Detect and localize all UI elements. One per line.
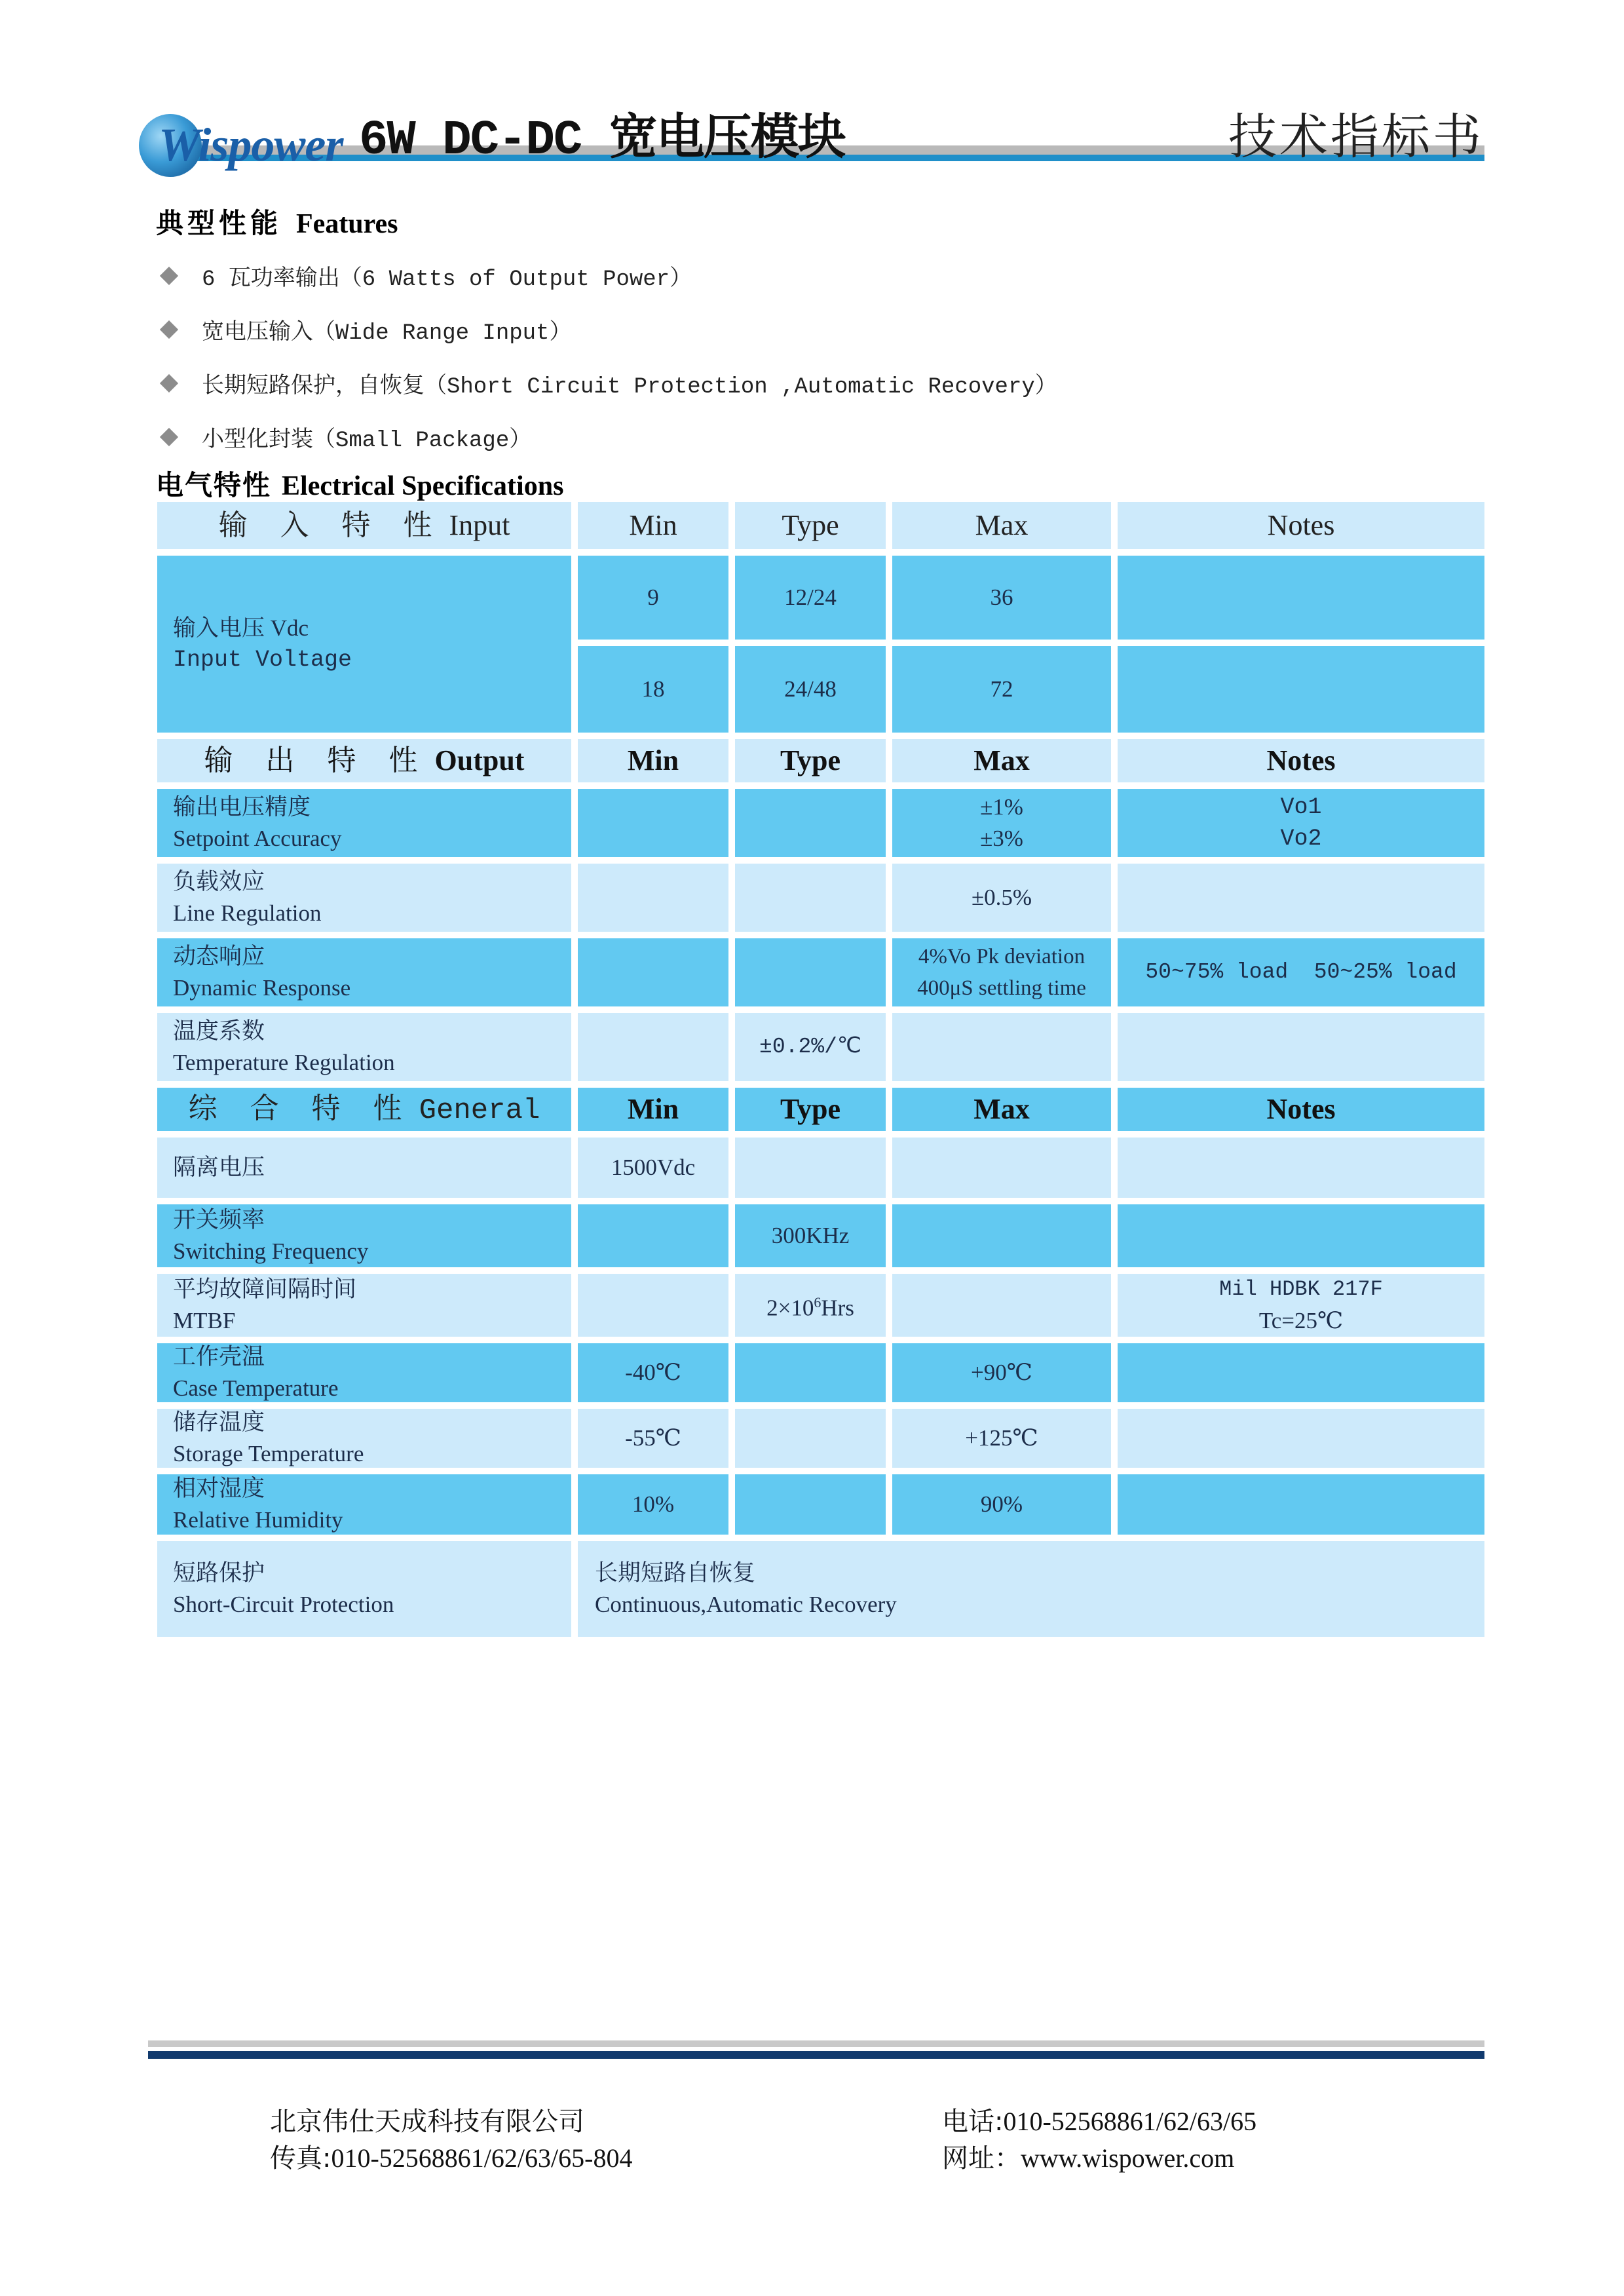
input-header-max: Max bbox=[892, 502, 1111, 549]
output-header-type: Type bbox=[735, 739, 886, 782]
mtbf-type-unit: Hrs bbox=[821, 1295, 854, 1321]
isolation-voltage-label bbox=[157, 1138, 571, 1198]
switching-frequency-cn: 开关频率 bbox=[173, 1207, 265, 1233]
line-regulation-cn: 负载效应 bbox=[173, 869, 265, 894]
line-regulation-type bbox=[735, 864, 886, 932]
footer-fax bbox=[270, 2137, 632, 2175]
relative-humidity-en: Relative Humidity bbox=[173, 1507, 343, 1533]
line-regulation-max: ±0.5% bbox=[892, 864, 1111, 932]
phone-label: 电话: bbox=[942, 2107, 1004, 2137]
setpoint-accuracy-notes2: Vo2 bbox=[1280, 826, 1322, 852]
general-header-cn: 综 合 特 性 bbox=[188, 1091, 414, 1125]
output-header-label bbox=[157, 739, 571, 782]
fax-label: 传真: bbox=[270, 2143, 331, 2173]
mtbf-type bbox=[735, 1274, 886, 1337]
input-row2-min: 18 bbox=[578, 646, 728, 733]
diamond-bullet-icon bbox=[160, 428, 178, 446]
input-header-en: Input bbox=[449, 509, 510, 541]
temperature-regulation-en: Temperature Regulation bbox=[173, 1050, 395, 1075]
storage-temperature-en: Storage Temperature bbox=[173, 1441, 364, 1466]
phone-number: 010-52568861/62/63/65 bbox=[1003, 2107, 1257, 2136]
general-header-min: Min bbox=[578, 1088, 728, 1131]
document-title bbox=[359, 98, 845, 168]
diamond-bullet-icon bbox=[160, 267, 178, 285]
output-header-max: Max bbox=[892, 739, 1111, 782]
diamond-bullet-icon bbox=[160, 320, 178, 339]
setpoint-accuracy-type bbox=[735, 789, 886, 857]
input-header-min: Min bbox=[578, 502, 728, 549]
input-header-cn: 输 入 特 性 bbox=[218, 508, 444, 542]
relative-humidity-type bbox=[735, 1474, 886, 1535]
general-header-max: Max bbox=[892, 1088, 1111, 1131]
dynamic-response-cn: 动态响应 bbox=[173, 944, 265, 969]
isolation-voltage-cn: 隔离电压 bbox=[173, 1155, 265, 1180]
output-header-min: Min bbox=[578, 739, 728, 782]
feature-item bbox=[159, 259, 692, 292]
mtbf-max bbox=[892, 1274, 1111, 1337]
specs-heading-en: Electrical Specifications bbox=[282, 471, 564, 501]
mtbf-min bbox=[578, 1274, 728, 1337]
isolation-voltage-type bbox=[735, 1138, 886, 1198]
mtbf-cn: 平均故障间隔时间 bbox=[173, 1276, 357, 1302]
output-header-notes: Notes bbox=[1118, 739, 1484, 782]
dynamic-response-max bbox=[892, 938, 1111, 1006]
mtbf-label bbox=[157, 1274, 571, 1337]
footer-rule-blue bbox=[148, 2051, 1484, 2059]
line-regulation-label bbox=[157, 864, 571, 932]
dynamic-response-en: Dynamic Response bbox=[173, 975, 351, 1001]
short-circuit-en: Short-Circuit Protection bbox=[173, 1592, 394, 1617]
input-row2-max: 72 bbox=[892, 646, 1111, 733]
mtbf-notes bbox=[1118, 1274, 1484, 1337]
setpoint-accuracy-max bbox=[892, 789, 1111, 857]
general-header-notes: Notes bbox=[1118, 1088, 1484, 1131]
mtbf-notes1: Mil HDBK 217F bbox=[1219, 1277, 1383, 1301]
feature-text: 小型化封装（Small Package） bbox=[202, 429, 532, 453]
specs-heading bbox=[156, 464, 563, 503]
features-heading-cn: 典型性能 bbox=[156, 207, 282, 239]
dynamic-response-max1: 4%Vo Pk deviation bbox=[918, 945, 1086, 968]
setpoint-accuracy-notes bbox=[1118, 789, 1484, 857]
switching-frequency-en: Switching Frequency bbox=[173, 1238, 369, 1264]
line-regulation-min bbox=[578, 864, 728, 932]
features-heading bbox=[156, 202, 398, 241]
input-voltage-cn: 输入电压 Vdc bbox=[173, 615, 309, 641]
general-header-label bbox=[157, 1088, 571, 1131]
input-row2-notes bbox=[1118, 646, 1484, 733]
storage-temperature-label bbox=[157, 1409, 571, 1468]
general-header-type: Type bbox=[735, 1088, 886, 1131]
case-temperature-label bbox=[157, 1343, 571, 1402]
switching-frequency-max bbox=[892, 1204, 1111, 1267]
output-header-en: Output bbox=[434, 744, 525, 776]
setpoint-accuracy-notes1: Vo1 bbox=[1280, 794, 1322, 820]
isolation-voltage-min: 1500Vdc bbox=[578, 1138, 728, 1198]
setpoint-accuracy-max2: ±3% bbox=[980, 826, 1023, 851]
relative-humidity-notes bbox=[1118, 1474, 1484, 1535]
relative-humidity-cn: 相对湿度 bbox=[173, 1476, 265, 1501]
short-circuit-value-cn: 长期短路自恢复 bbox=[595, 1560, 756, 1586]
temperature-regulation-cn: 温度系数 bbox=[173, 1018, 265, 1044]
specs-heading-cn: 电气特性 bbox=[156, 469, 272, 501]
switching-frequency-label bbox=[157, 1204, 571, 1267]
input-row2-type: 24/48 bbox=[735, 646, 886, 733]
case-temperature-max: +90℃ bbox=[892, 1343, 1111, 1402]
dynamic-response-type bbox=[735, 938, 886, 1006]
dynamic-response-notes: 50~75% load 50~25% load bbox=[1118, 938, 1484, 1006]
footer-web bbox=[942, 2137, 1234, 2175]
input-row1-max: 36 bbox=[892, 556, 1111, 640]
relative-humidity-label bbox=[157, 1474, 571, 1535]
footer-company bbox=[270, 2101, 584, 2138]
title-prefix: 6W DC-DC bbox=[359, 113, 582, 168]
switching-frequency-notes bbox=[1118, 1204, 1484, 1267]
input-voltage-label bbox=[157, 556, 571, 733]
case-temperature-cn: 工作壳温 bbox=[173, 1344, 265, 1369]
fax-number: 010-52568861/62/63/65-804 bbox=[331, 2143, 633, 2173]
title-cn: 宽电压模块 bbox=[609, 109, 845, 165]
short-circuit-value-en: Continuous,Automatic Recovery bbox=[595, 1592, 897, 1617]
input-row1-min: 9 bbox=[578, 556, 728, 640]
feature-item bbox=[159, 313, 571, 346]
feature-text: 长期短路保护，自恢复（Short Circuit Protection ,Automatic Recovery） bbox=[202, 375, 1057, 400]
storage-temperature-min: -55℃ bbox=[578, 1409, 728, 1468]
line-regulation-en: Line Regulation bbox=[173, 900, 322, 926]
mtbf-type-base: 2×10 bbox=[766, 1295, 814, 1321]
input-row1-type: 12/24 bbox=[735, 556, 886, 640]
feature-text: 6 瓦功率输出（6 Watts of Output Power） bbox=[202, 267, 692, 292]
diamond-bullet-icon bbox=[160, 374, 178, 392]
feature-text: 宽电压输入（Wide Range Input） bbox=[202, 321, 572, 346]
temperature-regulation-max bbox=[892, 1013, 1111, 1081]
mtbf-notes2: Tc=25℃ bbox=[1258, 1308, 1344, 1333]
relative-humidity-max: 90% bbox=[892, 1474, 1111, 1535]
input-header-label bbox=[157, 502, 571, 549]
input-voltage-en: Input Voltage bbox=[173, 647, 352, 673]
dynamic-response-max2: 400μS settling time bbox=[917, 976, 1086, 1000]
storage-temperature-notes bbox=[1118, 1409, 1484, 1468]
company-logo bbox=[139, 109, 343, 181]
setpoint-accuracy-min bbox=[578, 789, 728, 857]
line-regulation-notes bbox=[1118, 864, 1484, 932]
web-label: 网址： bbox=[942, 2143, 1021, 2173]
temperature-regulation-type: ±0.2%/℃ bbox=[735, 1013, 886, 1081]
switching-frequency-type: 300KHz bbox=[735, 1204, 886, 1267]
isolation-voltage-max bbox=[892, 1138, 1111, 1198]
general-header-en: General bbox=[419, 1094, 540, 1127]
output-header-cn: 输 出 特 性 bbox=[204, 744, 430, 777]
case-temperature-en: Case Temperature bbox=[173, 1375, 339, 1401]
setpoint-accuracy-max1: ±1% bbox=[980, 794, 1023, 820]
feature-item bbox=[159, 421, 531, 453]
setpoint-accuracy-cn: 输出电压精度 bbox=[173, 794, 311, 820]
temperature-regulation-notes bbox=[1118, 1013, 1484, 1081]
short-circuit-cn: 短路保护 bbox=[173, 1560, 265, 1586]
switching-frequency-min bbox=[578, 1204, 728, 1267]
input-row1-notes bbox=[1118, 556, 1484, 640]
web-url[interactable]: www.wispower.com bbox=[1021, 2143, 1235, 2173]
footer-rule-grey bbox=[148, 2040, 1484, 2047]
mtbf-en: MTBF bbox=[173, 1308, 236, 1333]
document-type: 技术指标书 bbox=[1228, 109, 1484, 165]
short-circuit-label bbox=[157, 1541, 571, 1637]
case-temperature-min: -40℃ bbox=[578, 1343, 728, 1402]
storage-temperature-type bbox=[735, 1409, 886, 1468]
short-circuit-value bbox=[578, 1541, 1484, 1637]
setpoint-accuracy-en: Setpoint Accuracy bbox=[173, 826, 342, 851]
features-heading-en: Features bbox=[296, 209, 398, 239]
case-temperature-type bbox=[735, 1343, 886, 1402]
logo-wordmark: Wispower bbox=[159, 119, 343, 171]
isolation-voltage-notes bbox=[1118, 1138, 1484, 1198]
input-header-type: Type bbox=[735, 502, 886, 549]
company-name: 北京伟仕天成科技有限公司 bbox=[270, 2107, 584, 2137]
temperature-regulation-min bbox=[578, 1013, 728, 1081]
input-header-notes: Notes bbox=[1118, 502, 1484, 549]
relative-humidity-min: 10% bbox=[578, 1474, 728, 1535]
setpoint-accuracy-label bbox=[157, 789, 571, 857]
mtbf-type-exponent: 6 bbox=[814, 1293, 821, 1311]
storage-temperature-max: +125℃ bbox=[892, 1409, 1111, 1468]
dynamic-response-min bbox=[578, 938, 728, 1006]
footer-phone bbox=[942, 2101, 1256, 2138]
dynamic-response-label bbox=[157, 938, 571, 1006]
storage-temperature-cn: 储存温度 bbox=[173, 1409, 265, 1435]
case-temperature-notes bbox=[1118, 1343, 1484, 1402]
temperature-regulation-label bbox=[157, 1013, 571, 1081]
feature-item bbox=[159, 367, 1057, 400]
